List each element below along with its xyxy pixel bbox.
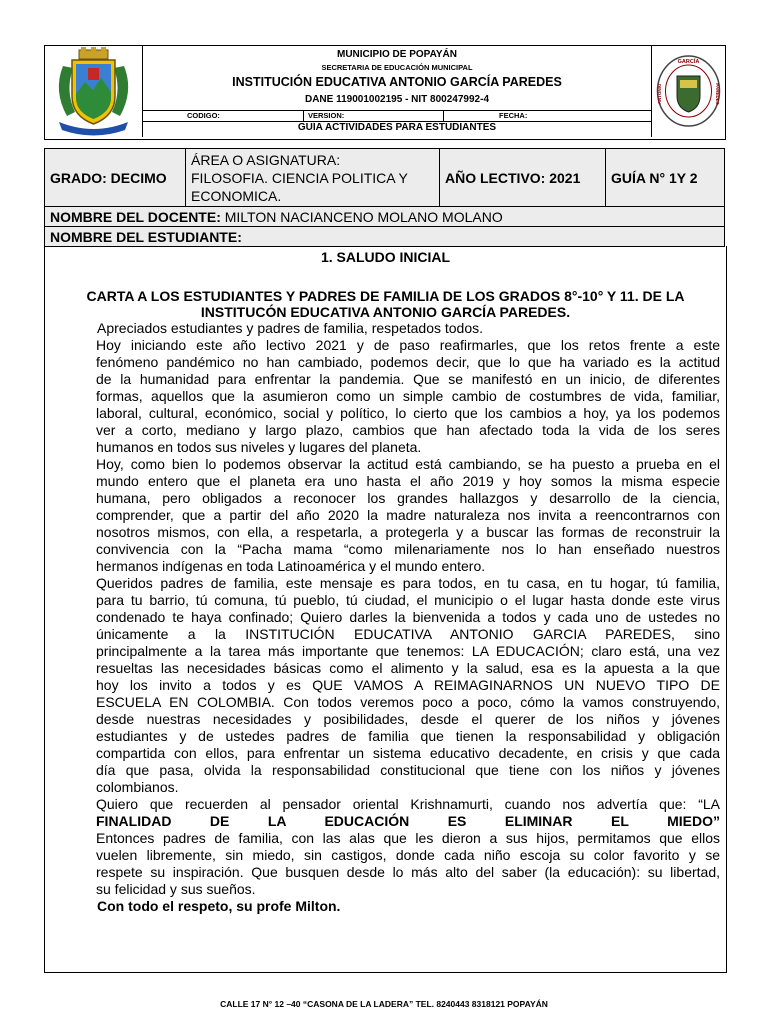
letter-line: hoy los invito a todos y es QUE VAMOS A REIMAGINARNOS UN NUEVO TIPO DE <box>96 677 720 693</box>
letter-line: formas, aquellos que la asumieron como un simple cambio de costumbres de vida, familiar, <box>96 388 720 404</box>
letter-line: Hoy, como bien lo podemos observar la actitud está cambiando, se ha puesto a prueba en el <box>96 456 720 472</box>
info-table <box>44 148 725 247</box>
institution-title: INSTITUCIÓN EDUCATIVA ANTONIO GARCÍA PAREDES <box>232 75 562 89</box>
letter-line: su felicidad y sus sueños. <box>96 881 256 897</box>
codigo-label: CODIGO: <box>187 111 220 120</box>
fecha-label: FECHA: <box>499 111 528 120</box>
divider <box>303 111 304 121</box>
seal-text-top: GARCÍA <box>677 59 700 65</box>
letter-title-line2: INSTITUCÓN EDUCATIVA ANTONIO GARCÍA PAREDES. <box>200 304 571 320</box>
subject-name-line2: ECONOMICA. <box>191 187 282 204</box>
letter-line: convivencia con la “Pacha mama “como milenariamente nos lo han enseñado nuestros <box>96 541 720 557</box>
version-label: VERSION: <box>308 111 345 120</box>
letter-line: respete su inspiración. Que busquen desde lo más alto del saber (la educación): su libertad, <box>96 864 720 880</box>
letter-line: Quiero que recuerden al pensador oriental Krishnamurti, cuando nos advertía que: “LA <box>96 796 720 812</box>
letter-line: colombianos. <box>96 779 179 795</box>
letter-line: Con todo el respeto, su profe Milton. <box>97 898 341 914</box>
letter-title-line1: CARTA A LOS ESTUDIANTES Y PADRES DE FAMILIA DE LOS GRADOS 8°-10° Y 11. DE LA <box>86 288 685 304</box>
letter-line: compartida con ellos, para enfrentar un sistema educativo decadente, en crisis y que cada <box>96 745 720 761</box>
letter-line: Apreciados estudiantes y padres de familia, respetados todos. <box>97 320 484 336</box>
secretariat-title: SECRETARIA DE EDUCACIÓN MUNICIPAL <box>321 63 473 72</box>
letter-line: laboral, cultural, económico, social y político, lo cierto que los cambios a hoy, ya los podemos <box>96 405 720 421</box>
teacher-label: NOMBRE DEL DOCENTE: <box>50 208 221 225</box>
institution-seal-logo <box>651 46 725 137</box>
letter-line: mundo entero que el planeta era uno hasta el año 2019 y hoy somos la misma especie <box>96 473 720 489</box>
letter-line: resueltas las necesidades básicas como el alimento y la salud, esa es la apuesta a la que <box>96 660 720 676</box>
divider <box>443 111 444 121</box>
letter-line: ver a corto, mediano y largo plazo, cambios que han afectado toda la vida de los seres <box>96 422 720 438</box>
letter-line: fenómeno pandémico no han cambiado, podemos decir, que lo que ha variado es la actitud <box>96 354 720 370</box>
letter-line: vuelen libremente, sin miedo, sin castigos, donde cada niño escoja su color favorito y se <box>96 847 720 863</box>
footer-address: CALLE 17 N° 12 –40 “CASONA DE LA LADERA” TEL. 8240443 8318121 POPAYÁN <box>220 999 548 1009</box>
document-header <box>44 45 726 140</box>
guide-number-cell: GUÍA N° 1Y 2 <box>606 149 725 207</box>
seal-text-right: PAREDES <box>715 83 720 105</box>
subject-cell <box>186 149 440 207</box>
student-row: NOMBRE DEL ESTUDIANTE: <box>45 227 725 247</box>
grade-cell: GRADO: DECIMO <box>45 149 186 207</box>
letter-line: únicamente a la INSTITUCIÓN EDUCATIVA ANTONIO GARCIA PAREDES, sino <box>96 626 720 642</box>
letter-line: principalmente a la tarea más importante que tenemos: LA EDUCACIÓN; claro está, una vez <box>96 643 720 659</box>
teacher-name: MILTON NACIANCENO MOLANO MOLANO <box>224 208 503 225</box>
letter-line: para tu barrio, tú comuna, tú pueblo, tú ciudad, el municipio o el lugar hasta donde este virus <box>96 592 720 608</box>
subject-label: ÁREA O ASIGNATURA: <box>191 151 341 168</box>
dane-nit: DANE 119001002195 - NIT 800247992-4 <box>304 94 490 105</box>
letter-line: hermanos indígenas en toda Latinoamérica y el mundo entero. <box>96 558 486 574</box>
letter-line: nosotros mismos, con ella, a respetarla, a protegerla y a buscar las formas de reconstruir la <box>96 524 720 540</box>
letter-line: comprender, que a partir del año 2020 la madre naturaleza nos invita a reencontrarnos con <box>96 507 720 523</box>
letter-line: Queridos padres de familia, este mensaje es para todos, en tu casa, en tu hogar, tú familia, <box>96 575 720 591</box>
school-year-cell: AÑO LECTIVO: 2021 <box>440 149 606 207</box>
letter-line: humana, pero obligados a reconocer los grandes hallazgos y desarrollo de la ciencia, <box>96 490 720 506</box>
letter-line: Entonces padres de familia, con las alas que les dieron a sus hijos, permitamos que ellos <box>96 830 720 846</box>
teacher-row <box>45 207 725 227</box>
letter-line: condenado te haya confinado; Quiero darles la bienvenida a todos y cada uno de ustedes no <box>96 609 720 625</box>
letter-line: de la humanidad para enfrentar la pandemia. Que se manifestó en un inicio, de diferentes <box>96 371 720 387</box>
subject-name-line1: FILOSOFIA. CIENCIA POLITICA Y <box>191 169 408 186</box>
popayan-coat-of-arms-logo <box>45 46 143 137</box>
letter-line: FINALIDAD DE LA EDUCACIÓN ES ELIMINAR EL MIEDO” <box>96 813 720 829</box>
letter-line: día que pasa, olvida la responsabilidad constitucional que tiene con los niños y jóvenes <box>96 762 720 778</box>
guide-title: GUÍA ACTIVIDADES PARA ESTUDIANTES <box>297 122 497 133</box>
section-title: 1. SALUDO INICIAL <box>320 249 451 265</box>
letter-line: ESCUELA EN COLOMBIA. Con todos veremos poco a poco, cómo la vamos construyendo, <box>96 694 720 710</box>
seal-text-left: ANTONIO <box>657 83 662 105</box>
code-row <box>143 110 651 122</box>
municipality-title: MUNICIPIO DE POPAYÁN <box>336 49 458 60</box>
letter-line: desde nuestras necesidades y posibilidades, desde el querer de los niños y jóvenes <box>96 711 720 727</box>
letter-line: Hoy iniciando este año lectivo 2021 y de paso reafirmarles, que los retos frente a este <box>96 337 720 353</box>
letter-line: humanos en todos sus niveles y lugares del planeta. <box>96 439 422 455</box>
letter-line: estudiantes y de ustedes padres de familia que tienen la responsabilidad y obligación <box>96 728 720 744</box>
